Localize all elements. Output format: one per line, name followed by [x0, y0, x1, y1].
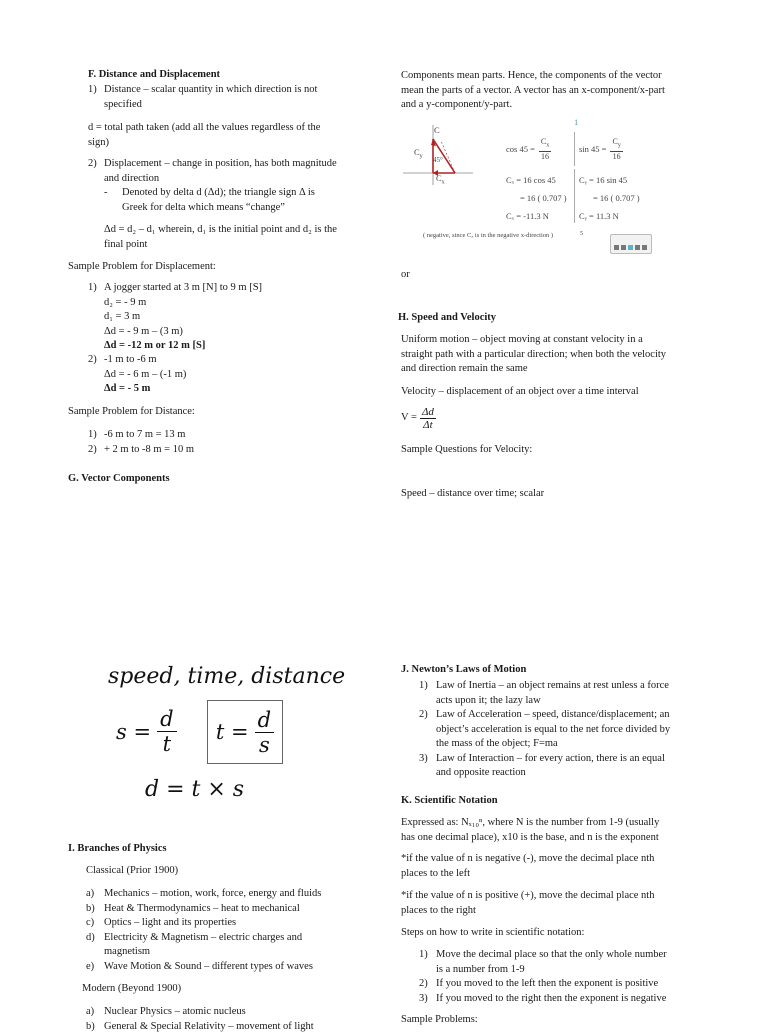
formula-heading: speed, time, distance: [108, 662, 345, 692]
f-item-1: 1) Distance – scalar quantity in which direction is not specified: [88, 83, 368, 112]
list-item: d) Electricity & Magnetism – electric charges and: [86, 931, 366, 946]
list-item: 3) Law of Interaction – for every action, there is an equal and opposite reaction: [419, 752, 709, 781]
vector-cx-label: $C_x$: [436, 173, 445, 189]
modern-list: [86, 1005, 366, 1034]
components-intro: Components mean parts. Hence, the components of the vector mean the parts of a vector. A vector has an x-component/x-part and a y-component/y-part.: [401, 69, 701, 113]
velocity-sample-questions: Sample Questions for Velocity:: [401, 443, 532, 458]
list-item: 1) Law of Inertia – an object remains at rest unless a force acts upon it; the lazy law: [419, 679, 709, 708]
vector-angle-label: 45°: [433, 155, 443, 166]
list-item: b) General & Special Relativity – movement of light: [86, 1020, 366, 1034]
velocity-formula: V = $\frac{\Delta d}{\Delta t}$: [401, 406, 436, 431]
newton-laws-list: [419, 679, 709, 781]
section-g-title: G. Vector Components: [68, 472, 170, 487]
list-item: 3) If you moved to the right then the exponent is negative: [419, 992, 709, 1007]
uniform-motion: Uniform motion – object moving at constant velocity in a straight path with a particular direction; when both the velocity and direction remain the same: [401, 333, 666, 377]
delta-subpoint: - Denoted by delta d (Δd); the triangle sign Δ is Greek for delta which means “change”: [104, 186, 315, 215]
formula-t-box: t = $\frac{d}{s}$: [207, 700, 283, 764]
list-item: b) Heat & Thermodynamics – heat to mechanical: [86, 902, 366, 917]
distance-definition: d = total path taken (add all the values regardless of the sign): [88, 121, 320, 150]
section-k: [401, 794, 711, 809]
f-item-2: 2) Displacement – change in position, has both magnitude and direction: [88, 157, 378, 186]
sample-distance-title: Sample Problem for Distance:: [68, 405, 195, 420]
section-i-title: I. Branches of Physics: [68, 842, 368, 857]
vector-components-figure: [398, 117, 654, 257]
figure-divider: [574, 169, 575, 223]
figure-marker: 5: [580, 229, 583, 240]
classical-heading: Classical (Prior 1900): [86, 864, 178, 879]
list-item: e) Wave Motion & Sound – different types of waves: [86, 960, 366, 975]
cx-equations: Cₓ = 16 cos 45 = 16 ( 0.707 ) Cₓ = -11.3 N: [506, 171, 567, 225]
formula-d: d = t × s: [145, 776, 244, 804]
displacement-answer-2: Δd = - 5 m: [104, 382, 186, 397]
steps-title: Steps on how to write in scientific notation:: [401, 926, 584, 941]
list-item: 2) Law of Acceleration – speed, distance/displacement; an object’s acceleration is equal to the net force divided by the mass of the object; F=ma: [419, 708, 709, 752]
displacement-answer-1: Δd = -12 m or 12 m [S]: [104, 339, 262, 354]
branches-of-physics: [68, 842, 368, 857]
sample-problems-title: Sample Problems:: [401, 1013, 478, 1028]
cy-equations: Cᵧ = 16 sin 45 = 16 ( 0.707 ) Cᵧ = 11.3 N: [579, 171, 640, 225]
list-item: a) Mechanics – motion, work, force, energy and fluids: [86, 887, 366, 902]
formula-s: s = $\frac{d}{t}$: [116, 707, 177, 756]
list-item: 2) If you moved to the left then the exponent is positive: [419, 977, 709, 992]
section-k-title: K. Scientific Notation: [401, 794, 711, 809]
list-item: a) Nuclear Physics – atomic nucleus: [86, 1005, 366, 1020]
positive-exponent-rule: *if the value of n is positive (+), move the decimal place nth places to the right: [401, 889, 654, 918]
vector-cy-label: $C_y$: [414, 147, 423, 163]
mini-toolbar[interactable]: [610, 234, 652, 254]
sample-displacement-2: 2) -1 m to -6 m Δd = - 6 m – (-1 m) Δd = - 5 m: [88, 353, 186, 397]
list-item: magnetism: [86, 945, 366, 960]
speed-definition: Speed – distance over time; scalar: [401, 487, 544, 502]
speed-time-distance-figure: [100, 662, 325, 807]
sample-displacement-title: Sample Problem for Displacement:: [68, 260, 216, 275]
steps-list: [419, 948, 709, 1006]
section-h-title: H. Speed and Velocity: [398, 311, 708, 326]
section-f-title: F. Distance and Displacement: [88, 68, 220, 83]
sample-displacement-1: 1) A jogger started at 3 m [N] to 9 m [S] d₂ = - 9 m d₁ = 3 m Δd = - 9 m – (3 m) Δd = -12 m or 12 m [S]: [88, 281, 262, 354]
section-h: [398, 311, 708, 326]
velocity-definition: Velocity – displacement of an object over a time interval: [401, 385, 639, 400]
cos-formula: cos 45 = $\frac{C_x}{16}$: [506, 137, 551, 162]
classical-list: [86, 887, 366, 974]
section-j: [401, 663, 711, 678]
delta-d-formula: Δd = d₂ – d₁ wherein, d₁ is the initial point and d₂ is the final point: [104, 223, 337, 252]
sin-formula: sin 45 = $\frac{C_y}{16}$: [579, 137, 623, 162]
sample-distance-list: 1) -6 m to 7 m = 13 m 2) + 2 m to -8 m = 10 m: [88, 428, 194, 457]
negative-exponent-rule: *if the value of n is negative (-), move the decimal place nth places to the left: [401, 852, 654, 881]
list-item: c) Optics – light and its properties: [86, 916, 366, 931]
figure-divider: [574, 132, 575, 166]
or-text: or: [401, 268, 410, 283]
notation-expression: Expressed as: Nₓ₁₀ⁿ, where N is the number from 1-9 (usually has one decimal place), x10 is the base, and n is the exponent: [401, 816, 659, 845]
vector-c-label: C: [434, 125, 440, 136]
vector-note: ( negative, since Cₓ is in the negative x-direction ): [423, 230, 553, 241]
figure-marker: 1: [574, 117, 578, 128]
modern-heading: Modern (Beyond 1900): [82, 982, 181, 997]
section-j-title: J. Newton’s Laws of Motion: [401, 663, 711, 678]
list-item: 1) Move the decimal place so that the only whole number is a number from 1-9: [419, 948, 709, 977]
